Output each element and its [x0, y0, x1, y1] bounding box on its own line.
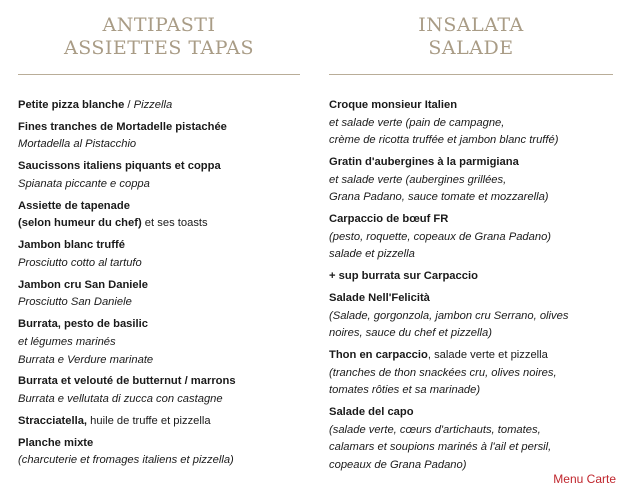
menu-item — [18, 237, 308, 272]
heading-line: ASSIETTES TAPAS — [63, 37, 255, 59]
menu-item — [329, 268, 624, 286]
menu-item-line — [18, 198, 308, 216]
heading-divider — [18, 74, 300, 75]
menu-item-line — [329, 189, 624, 207]
dish-description: et légumes marinés — [18, 335, 116, 348]
dish-description: Grana Padano, sauce tomate et mozzarella) — [329, 191, 549, 204]
menu-item-line — [18, 316, 308, 334]
menu-item-line — [18, 97, 308, 115]
menu-item — [329, 290, 624, 343]
menu-item-line — [18, 334, 308, 352]
dish-name: Burrata, pesto de basilic — [18, 318, 148, 331]
menu-item-line — [18, 352, 308, 370]
menu-item-line — [18, 391, 308, 409]
menu-item-line — [18, 255, 308, 273]
menu-item — [18, 97, 308, 115]
dish-name: Jambon cru San Daniele — [18, 278, 148, 291]
dish-description: noires, sauce du chef et pizzella) — [329, 327, 492, 340]
dish-name: Salade del capo — [329, 406, 414, 419]
dish-name: Stracciatella, — [18, 414, 88, 427]
menu-item-line — [329, 290, 624, 308]
dish-description: et salade verte (pain de campagne, — [329, 116, 505, 129]
dish-name: Fines tranches de Mortadelle pistachée — [18, 120, 227, 133]
dish-description: Prosciutto San Daniele — [18, 296, 132, 309]
menu-item-line — [329, 211, 624, 229]
dish-description: Mortadella al Pistacchio — [18, 138, 137, 151]
dish-text: / — [124, 99, 134, 111]
menu-item-line — [329, 325, 624, 343]
dish-name: Planche mixte — [18, 436, 94, 449]
dish-name: Saucissons italiens piquants et coppa — [18, 160, 221, 173]
menu-item — [329, 97, 624, 150]
menu-item — [18, 277, 308, 312]
menu-item-line — [329, 422, 624, 440]
dish-description: copeaux de Grana Padano) — [329, 459, 467, 472]
dish-name: Burrata et velouté de butternut / marrons — [18, 375, 236, 388]
menu-item-line — [329, 347, 624, 365]
dish-description: Spianata piccante e coppa — [18, 177, 150, 190]
menu-item — [329, 211, 624, 264]
menu-item-line — [18, 237, 308, 255]
menu-item-line — [18, 452, 308, 470]
menu-item — [18, 413, 308, 431]
menu-item — [329, 404, 624, 474]
menu-item — [18, 158, 308, 193]
dish-name: Thon en carpaccio — [329, 349, 428, 362]
menu-item — [18, 119, 308, 154]
heading-divider — [329, 74, 613, 75]
menu-item-line — [329, 382, 624, 400]
menu-item-line — [329, 154, 624, 172]
heading-line: INSALATA — [418, 14, 524, 36]
dish-description: (charcuterie et fromages italiens et pizzella) — [18, 454, 234, 467]
antipasti-heading — [18, 0, 300, 60]
dish-name: Carpaccio de bœuf FR — [329, 213, 449, 226]
menu-item-line — [329, 172, 624, 190]
menu-item — [18, 435, 308, 470]
heading-line: ANTIPASTI — [102, 14, 216, 36]
dish-name: Croque monsieur Italien — [329, 99, 458, 111]
dish-description: (salade verte, cœurs d'artichauts, tomates, — [329, 423, 541, 436]
menu-item-line — [18, 176, 308, 194]
dish-description: Burrata e vellutata di zucca con castagne — [18, 392, 223, 405]
menu-item-line — [18, 373, 308, 391]
dish-description: calamars et soupions marinés à l'ail et persil, — [329, 441, 552, 454]
menu-item — [18, 373, 308, 408]
menu-item-line — [18, 215, 308, 233]
dish-name: Salade Nell'Felicità — [329, 292, 430, 305]
menu-item-line — [18, 158, 308, 176]
insalata-column — [329, 0, 613, 472]
dish-text: et ses toasts — [141, 217, 208, 230]
menu-item-line — [18, 277, 308, 295]
menu-item-line — [18, 136, 308, 154]
dish-text: huile de truffe et pizzella — [87, 414, 211, 427]
dish-name: Assiette de tapenade — [18, 199, 130, 212]
menu-item — [329, 347, 624, 400]
insalata-heading — [329, 0, 613, 60]
dish-name: Jambon blanc truffé — [18, 239, 125, 252]
dish-description: (pesto, roquette, copeaux de Grana Padano) — [329, 230, 552, 243]
menu-carte-link[interactable]: Menu Carte — [553, 472, 616, 486]
heading-line: SALADE — [428, 37, 514, 59]
menu-item — [18, 316, 308, 369]
menu-item-line — [329, 229, 624, 247]
dish-description: (Salade, gorgonzola, jambon cru Serrano, olives — [329, 309, 569, 322]
menu-item-line — [329, 132, 624, 150]
dish-description: tomates rôties et sa marinade) — [329, 384, 481, 397]
menu-item-line — [18, 435, 308, 453]
dish-description: crème de ricotta truffée et jambon blanc truffé) — [329, 134, 559, 147]
menu-item-line — [18, 294, 308, 312]
antipasti-column — [18, 0, 300, 467]
menu-item-line — [329, 115, 624, 133]
dish-name: Gratin d'aubergines à la parmigiana — [329, 156, 519, 169]
menu-item-line — [329, 246, 624, 264]
dish-description: et salade verte (aubergines grillées, — [329, 173, 507, 186]
menu-item-line — [329, 404, 624, 422]
menu-item — [18, 198, 308, 233]
dish-description: Prosciutto cotto al tartufo — [18, 256, 142, 269]
dish-name: Petite pizza blanche — [18, 99, 125, 111]
menu-item-line — [329, 308, 624, 326]
menu-item-line — [329, 97, 624, 115]
dish-name: + sup burrata sur Carpaccio — [329, 270, 478, 283]
dish-name: (selon humeur du chef) — [18, 217, 142, 230]
dish-description: Pizzella — [133, 99, 173, 111]
dish-text: , salade verte et pizzella — [427, 349, 548, 362]
menu-item-line — [329, 365, 624, 383]
dish-description: salade et pizzella — [329, 248, 415, 261]
menu-item-line — [329, 268, 624, 286]
insalata-menu-list — [329, 97, 624, 479]
menu-item-line — [18, 413, 308, 431]
menu-item-line — [18, 119, 308, 137]
dish-description: Burrata e Verdure marinate — [18, 353, 154, 366]
menu-item-line — [329, 439, 624, 457]
dish-description: (tranches de thon snackées cru, olives noires, — [329, 366, 557, 379]
antipasti-menu-list — [18, 97, 308, 474]
menu-item — [329, 154, 624, 207]
